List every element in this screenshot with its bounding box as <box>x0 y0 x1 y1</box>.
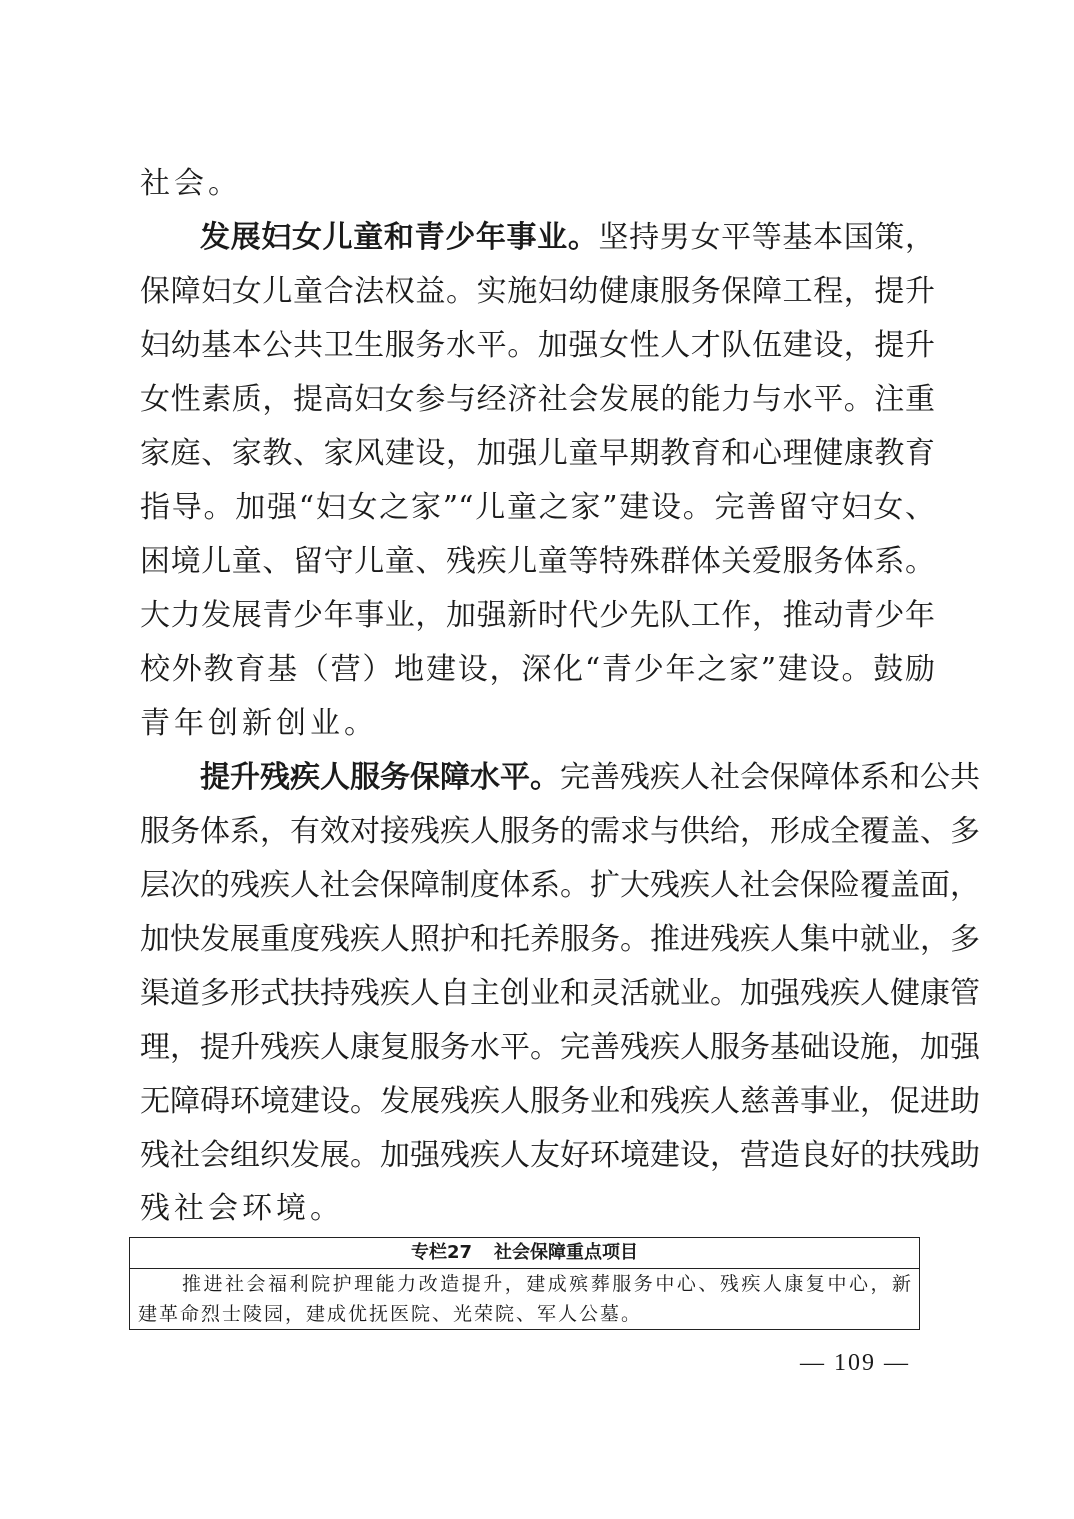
feature-box-line: 推进社会福利院护理能力改造提升，建成殡葬服务中心、残疾人康复中心，新 <box>182 1273 911 1295</box>
page-number: — 109 — <box>800 1350 910 1376</box>
paragraph-heading-line <box>200 213 935 263</box>
paragraph-heading: 发展妇女儿童和青少年事业。 <box>200 220 599 255</box>
text-line: 校外教育基（营）地建设，深化“青少年之家”建设。鼓励 <box>140 652 935 687</box>
text-line: 层次的残疾人社会保障制度体系。扩大残疾人社会保险覆盖面， <box>140 868 980 903</box>
text-line: 妇幼基本公共卫生服务水平。加强女性人才队伍建设，提升 <box>140 328 935 363</box>
text-line: 困境儿童、留守儿童、残疾儿童等特殊群体关爱服务体系。 <box>140 544 935 579</box>
text-line: 大力发展青少年事业，加强新时代少先队工作，推动青少年 <box>140 598 935 633</box>
text-line: 保障妇女儿童合法权益。实施妇幼健康服务保障工程，提升 <box>140 274 935 309</box>
text-line: 青年创新创业。 <box>140 706 378 741</box>
feature-box <box>129 1237 920 1330</box>
paragraph-text: 完善残疾人社会保障体系和公共 <box>560 760 980 795</box>
text-line: 渠道多形式扶持残疾人自主创业和灵活就业。加强残疾人健康管 <box>140 976 980 1011</box>
paragraph-heading: 提升残疾人服务保障水平。 <box>200 760 560 795</box>
text-line: 社会。 <box>140 166 242 201</box>
text-line: 加快发展重度残疾人照护和托养服务。推进残疾人集中就业，多 <box>140 922 980 957</box>
text-line: 理，提升残疾人康复服务水平。完善残疾人服务基础设施，加强 <box>140 1030 980 1065</box>
text-line: 指导。加强“妇女之家”“儿童之家”建设。完善留守妇女、 <box>140 490 935 525</box>
feature-box-line: 建革命烈士陵园，建成优抚医院、光荣院、军人公墓。 <box>138 1303 643 1325</box>
text-line-final: 残社会环境。 <box>140 1191 344 1226</box>
feature-box-heading: 社会保障重点项目 <box>494 1242 639 1263</box>
text-line: 残社会组织发展。加强残疾人友好环境建设，营造良好的扶残助 <box>140 1138 980 1173</box>
feature-box-label: 专栏27 <box>410 1242 473 1263</box>
text-line: 无障碍环境建设。发展残疾人服务业和残疾人慈善事业，促进助 <box>140 1084 980 1119</box>
text-line: 服务体系，有效对接残疾人服务的需求与供给，形成全覆盖、多 <box>140 814 980 849</box>
paragraph-text: 坚持男女平等基本国策， <box>598 220 936 255</box>
paragraph-heading-line <box>200 753 980 803</box>
text-line: 女性素质，提高妇女参与经济社会发展的能力与水平。注重 <box>140 382 935 417</box>
text-line: 家庭、家教、家风建设，加强儿童早期教育和心理健康教育 <box>140 436 935 471</box>
feature-box-title <box>130 1238 919 1269</box>
